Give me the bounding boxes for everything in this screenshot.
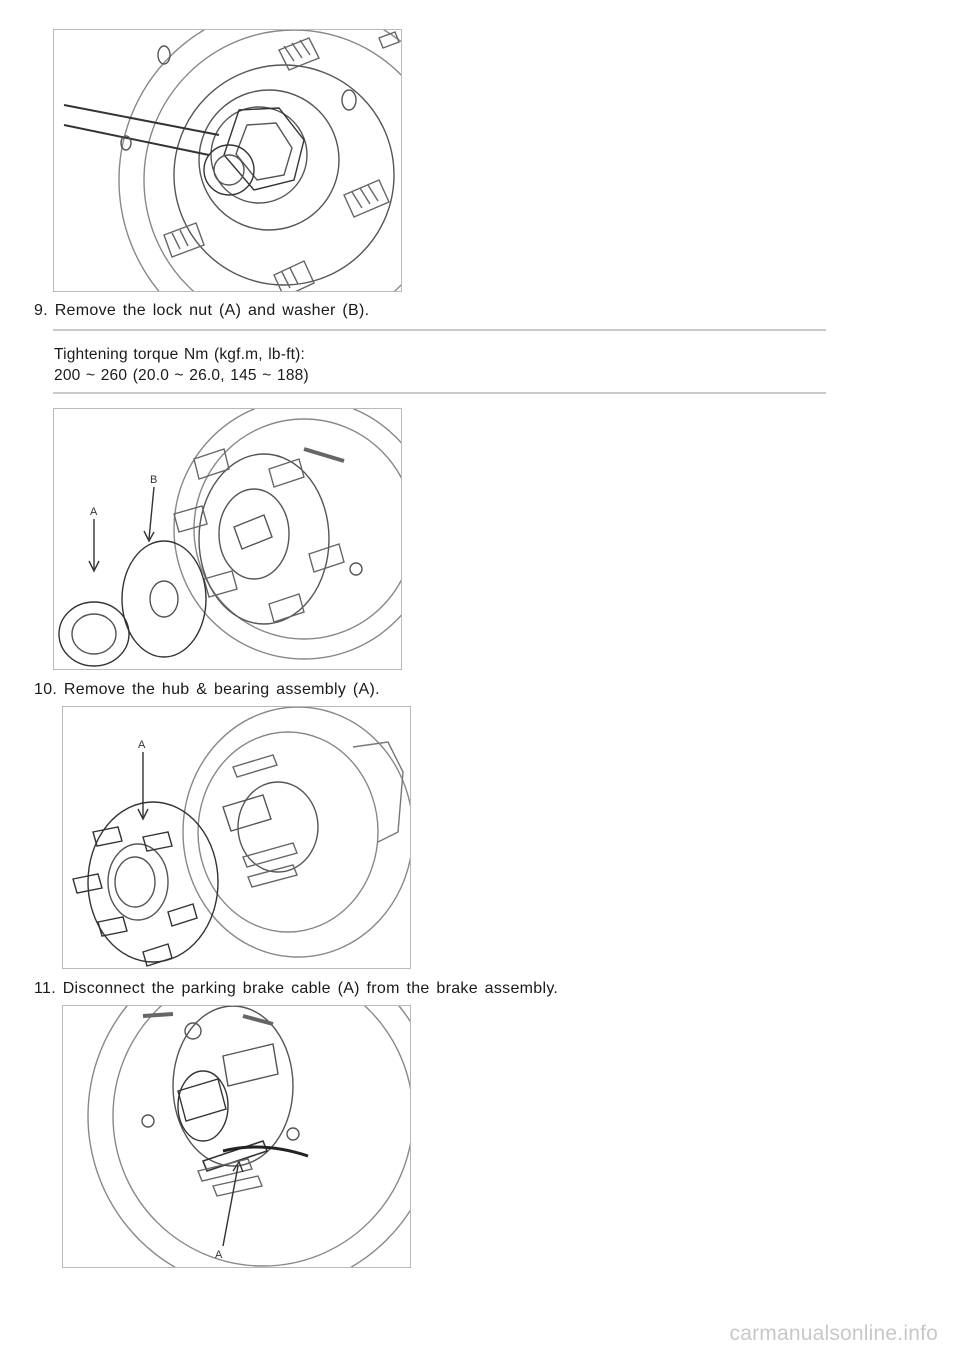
step-10-text: 10. Remove the hub & bearing assembly (A). xyxy=(34,681,380,698)
figure-lock-nut-removal xyxy=(53,29,402,292)
spec-divider-bottom xyxy=(53,392,826,394)
figure-parking-brake-cable xyxy=(62,1005,411,1268)
step-11-text: 11. Disconnect the parking brake cable (A) from the brake assembly. xyxy=(34,980,559,997)
step-9-text: 9. Remove the lock nut (A) and washer (B). xyxy=(34,302,370,319)
fig2-label-b: B xyxy=(150,474,158,486)
torque-spec-values: 200 ~ 260 (20.0 ~ 26.0, 145 ~ 188) xyxy=(54,367,309,384)
spec-divider-top xyxy=(53,329,826,331)
fig4-label-a: A xyxy=(215,1249,223,1261)
torque-spec-heading: Tightening torque Nm (kgf.m, lb-ft): xyxy=(54,346,305,363)
watermark: carmanualsonline.info xyxy=(729,1322,938,1345)
figure-hub-bearing-assembly xyxy=(62,706,411,969)
figure-lock-nut-washer xyxy=(53,408,402,670)
fig3-label-a: A xyxy=(138,739,146,751)
fig2-label-a: A xyxy=(90,506,98,518)
